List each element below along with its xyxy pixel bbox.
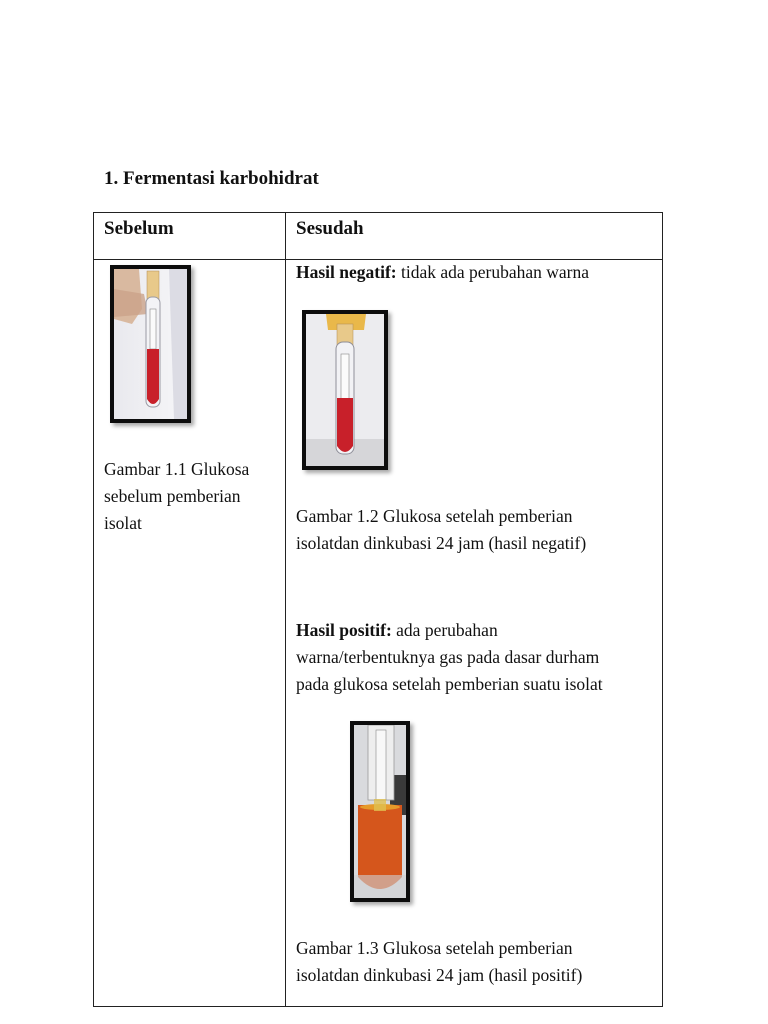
photo-glucose-before [110,265,191,423]
negative-label: Hasil negatif: [296,262,397,282]
positive-description-line-3: pada glukosa setelah pemberian suatu isolat [296,674,603,694]
test-tube-positive-image [354,725,406,898]
negative-result-text [296,259,589,286]
table-header-row [94,213,663,260]
test-tube-negative-image [306,314,384,466]
fermentation-table [93,212,663,1007]
caption-2-line-2: isolatdan dinkubasi 24 jam (hasil negatif) [296,533,587,553]
header-after: Sesudah [296,218,364,239]
test-tube-before-image [114,269,187,419]
positive-result-text [296,617,603,698]
positive-description-line-1: ada perubahan [391,620,498,640]
caption-1-line-2: sebelum pemberian [104,486,241,506]
negative-description: tidak ada perubahan warna [396,262,590,282]
positive-description-line-2: warna/terbentuknya gas pada dasar durham [296,647,600,667]
header-cell-after [286,213,663,260]
photo-glucose-positive [350,721,410,902]
photo-glucose-negative [302,310,388,470]
cell-before [94,260,286,1007]
positive-label: Hasil positif: [296,620,392,640]
caption-1-line-3: isolat [104,513,142,533]
caption-3-line-2: isolatdan dinkubasi 24 jam (hasil positif) [296,965,583,985]
header-cell-before [94,213,286,260]
caption-1-line-1: Gambar 1.1 Glukosa [104,459,250,479]
header-before: Sebelum [104,218,174,239]
cell-after [286,260,663,1007]
section-title: 1. Fermentasi karbohidrat [104,168,319,189]
table-body-row [94,260,663,1007]
caption-3-line-1: Gambar 1.3 Glukosa setelah pemberian [296,938,573,958]
caption-2-line-1: Gambar 1.2 Glukosa setelah pemberian [296,506,573,526]
